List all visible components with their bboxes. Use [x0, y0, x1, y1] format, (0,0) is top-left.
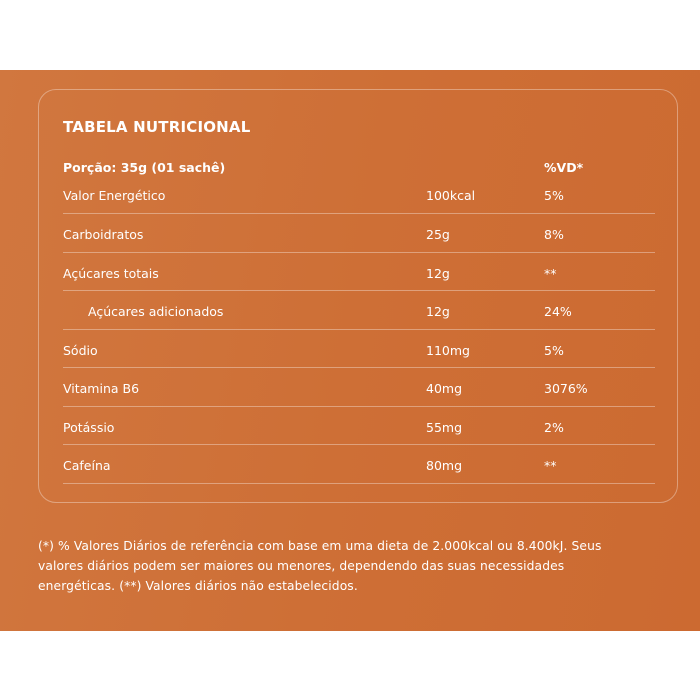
nutrient-name: Açúcares adicionados	[88, 304, 224, 319]
nutrient-name: Valor Energético	[63, 188, 166, 203]
nutrient-vd: **	[544, 265, 557, 281]
nutrient-vd: 8%	[544, 227, 564, 242]
table-row	[63, 368, 655, 407]
footnote-text: (*) % Valores Diários de referência com base em uma dieta de 2.000kcal ou 8.400kJ. Seus valores diários podem ser maiores ou menores, dependendo das suas necessidades energéticas. (**) Valores diários não estabelecidos.	[38, 539, 602, 593]
nutrient-vd: 3076%	[544, 381, 588, 396]
nutrient-vd: 5%	[544, 342, 564, 358]
portion-label: Porção: 35g (01 sachê)	[63, 160, 226, 175]
table-row	[63, 291, 655, 330]
table-row	[63, 214, 655, 253]
table-row	[63, 253, 655, 292]
nutrition-panel	[0, 70, 700, 631]
nutrient-quantity: 25g	[426, 227, 450, 242]
nutrient-quantity: 40mg	[426, 381, 463, 396]
table-title: TABELA NUTRICIONAL	[63, 118, 251, 136]
nutrient-vd: 24%	[544, 304, 572, 319]
table-header	[63, 160, 655, 180]
vd-header: %VD*	[544, 160, 584, 175]
nutrition-rows	[63, 182, 655, 484]
nutrient-name: Carboidratos	[63, 227, 144, 242]
table-row	[63, 407, 655, 446]
nutrient-quantity: 110mg	[426, 342, 470, 358]
nutrient-quantity: 100kcal	[426, 188, 476, 203]
nutrient-quantity: 80mg	[426, 458, 463, 473]
nutrition-table-card	[38, 89, 678, 503]
table-row	[63, 445, 655, 484]
nutrient-name: Potássio	[63, 419, 115, 435]
nutrient-name: Açúcares totais	[63, 265, 159, 281]
nutrient-quantity: 12g	[426, 265, 450, 281]
nutrient-vd: 2%	[544, 419, 564, 435]
nutrient-name: Sódio	[63, 342, 98, 358]
nutrient-vd: 5%	[544, 188, 564, 203]
nutrient-name: Vitamina B6	[63, 381, 140, 396]
nutrient-quantity: 55mg	[426, 419, 463, 435]
table-row	[63, 182, 655, 214]
nutrient-vd: **	[544, 458, 557, 473]
table-row	[63, 330, 655, 369]
nutrient-name: Cafeína	[63, 458, 111, 473]
nutrient-quantity: 12g	[426, 304, 450, 319]
